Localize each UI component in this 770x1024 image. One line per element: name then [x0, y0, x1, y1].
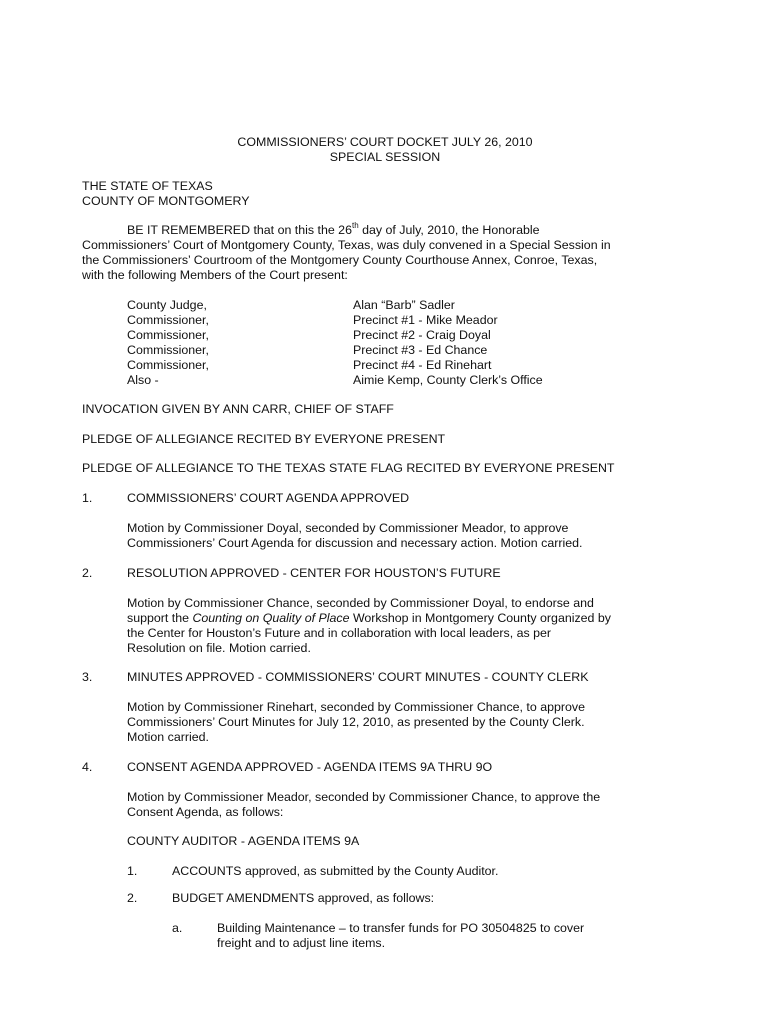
sub-heading: COUNTY AUDITOR - AGENDA ITEMS 9A [127, 834, 360, 848]
intro-line-2: Commissioners’ Court of Montgomery County, Texas, was duly convened in a Special Session in [82, 238, 611, 252]
sub-sub-item-letter: a. [172, 921, 183, 935]
member-name: Precinct #2 - Craig Doyal [353, 328, 491, 342]
item-heading: COMMISSIONERS’ COURT AGENDA APPROVED [127, 491, 410, 505]
item-text: Motion by Commissioner Meador, seconded by Commissioner Chance, to approve the [127, 790, 601, 804]
invocation-line: INVOCATION GIVEN BY ANN CARR, CHIEF OF STAFF [82, 402, 394, 416]
item-text: Motion carried. [127, 730, 209, 744]
item-heading: RESOLUTION APPROVED - CENTER FOR HOUSTON’S FUTURE [127, 566, 501, 580]
member-title: Commissioner, [127, 328, 209, 342]
pledge-texas-line: PLEDGE OF ALLEGIANCE TO THE TEXAS STATE FLAG RECITED BY EVERYONE PRESENT [82, 461, 615, 475]
intro-line-4: with the following Members of the Court present: [82, 268, 348, 282]
item-number: 3. [82, 670, 93, 684]
item-text: Motion by Commissioner Chance, seconded by Commissioner Doyal, to endorse and [127, 596, 594, 610]
item-number: 2. [82, 566, 93, 580]
workshop-title: Counting on Quality of Place [192, 611, 350, 625]
item-text: Commissioners’ Court Agenda for discussion and necessary action. Motion carried. [127, 536, 583, 550]
item-heading: CONSENT AGENDA APPROVED - AGENDA ITEMS 9A THRU 9O [127, 760, 493, 774]
county-line: COUNTY OF MONTGOMERY [82, 194, 250, 208]
item-text: Consent Agenda, as follows: [127, 805, 284, 819]
item-text: support the Counting on Quality of Place Workshop in Montgomery County organized by [127, 611, 611, 625]
item-number: 1. [82, 491, 93, 505]
member-name: Precinct #3 - Ed Chance [353, 343, 488, 357]
docket-title: COMMISSIONERS’ COURT DOCKET JULY 26, 2010 [237, 135, 533, 149]
item-text: Resolution on file. Motion carried. [127, 641, 311, 655]
sub-item-text: ACCOUNTS approved, as submitted by the County Auditor. [172, 864, 499, 878]
item-heading: MINUTES APPROVED - COMMISSIONERS’ COURT MINUTES - COUNTY CLERK [127, 670, 589, 684]
sub-sub-item-text: freight and to adjust line items. [217, 936, 386, 950]
item-text: Commissioners’ Court Minutes for July 12, 2010, as presented by the County Clerk. [127, 715, 585, 729]
member-title: Commissioner, [127, 358, 209, 372]
sub-item-text: BUDGET AMENDMENTS approved, as follows: [172, 891, 435, 905]
sub-sub-item-text: Building Maintenance – to transfer funds for PO 30504825 to cover [217, 921, 585, 935]
item-text: Motion by Commissioner Rinehart, seconded by Commissioner Chance, to approve [127, 700, 585, 714]
state-line: THE STATE OF TEXAS [82, 179, 213, 193]
item-number: 4. [82, 760, 93, 774]
session-type: SPECIAL SESSION [329, 150, 441, 164]
sub-item-number: 2. [127, 891, 138, 905]
sub-item-number: 1. [127, 864, 138, 878]
intro-line-1: BE IT REMEMBERED that on this the 26th day of July, 2010, the Honorable [127, 220, 540, 237]
member-name: Precinct #1 - Mike Meador [353, 313, 498, 327]
pledge-us-line: PLEDGE OF ALLEGIANCE RECITED BY EVERYONE PRESENT [82, 432, 446, 446]
member-name: Alan “Barb” Sadler [353, 298, 455, 312]
item-text: the Center for Houston’s Future and in collaboration with local leaders, as per [127, 626, 552, 640]
item-text: Motion by Commissioner Doyal, seconded by Commissioner Meador, to approve [127, 521, 569, 535]
member-name: Aimie Kemp, County Clerk’s Office [353, 373, 543, 387]
intro-line-3: the Commissioners’ Courtroom of the Montgomery County Courthouse Annex, Conroe, Texas, [82, 253, 598, 267]
member-title: Also - [127, 373, 159, 387]
member-name: Precinct #4 - Ed Rinehart [353, 358, 492, 372]
member-title: Commissioner, [127, 313, 209, 327]
member-title: Commissioner, [127, 343, 209, 357]
member-title: County Judge, [127, 298, 207, 312]
